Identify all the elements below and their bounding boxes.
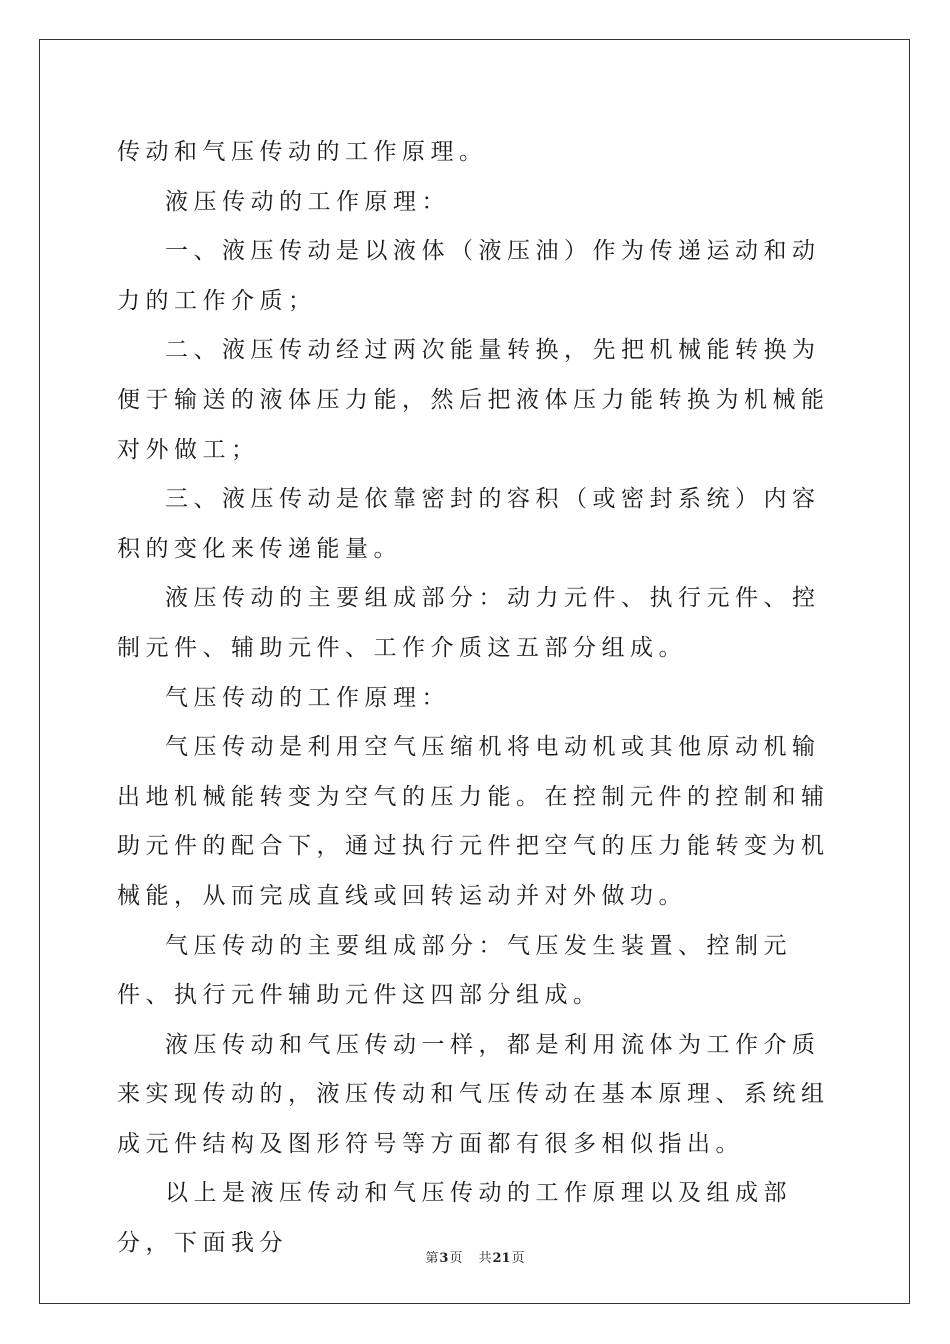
page-suffix: 页 [449, 1251, 463, 1266]
paragraph: 传动和气压传动的工作原理。 [117, 139, 488, 165]
paragraph: 气压传动的主要组成部分：气压发生装置、控制元件、执行元件辅助元件这四部分组成。 [117, 932, 792, 1009]
document-body [117, 128, 835, 1269]
paragraph: 气压传动是利用空气压缩机将电动机或其他原动机输出地机械能转变为空气的压力能。在控制元件的控制和辅助元件的配合下，通过执行元件把空气的压力能转变为机械能，从而完成直线或回转运动并对外做功。 [117, 734, 830, 909]
page-number: 3 [439, 1251, 449, 1266]
paragraph: 气压传动的工作原理： [165, 684, 450, 711]
paragraph: 液压传动的主要组成部分：动力元件、执行元件、控制元件、辅助元件、工作介质这五部分组成。 [117, 585, 821, 661]
paragraph: 液压传动的工作原理： [165, 188, 450, 215]
total-pages: 21 [492, 1251, 511, 1266]
paragraph: 二、液压传动经过两次能量转换，先把机械能转换为便于输送的液体压力能，然后把液体压力能转换为机械能对外做工； [117, 337, 830, 463]
page-prefix: 第 [425, 1251, 439, 1266]
paragraph: 液压传动和气压传动一样，都是利用流体为工作介质来实现传动的，液压传动和气压传动在基本原理、系统组成元件结构及图形符号等方面都有很多相似指出。 [117, 1031, 830, 1157]
total-suffix: 页 [511, 1251, 525, 1266]
paragraph: 以上是液压传动和气压传动的工作原理以及组成部分，下面我分 [117, 1180, 792, 1257]
page-footer [0, 1247, 950, 1266]
paragraph: 一、液压传动是以液体（液压油）作为传递运动和动力的工作介质； [117, 238, 821, 314]
total-prefix: 共 [478, 1251, 492, 1266]
paragraph: 三、液压传动是依靠密封的容积（或密封系统）内容积的变化来传递能量。 [117, 486, 821, 562]
